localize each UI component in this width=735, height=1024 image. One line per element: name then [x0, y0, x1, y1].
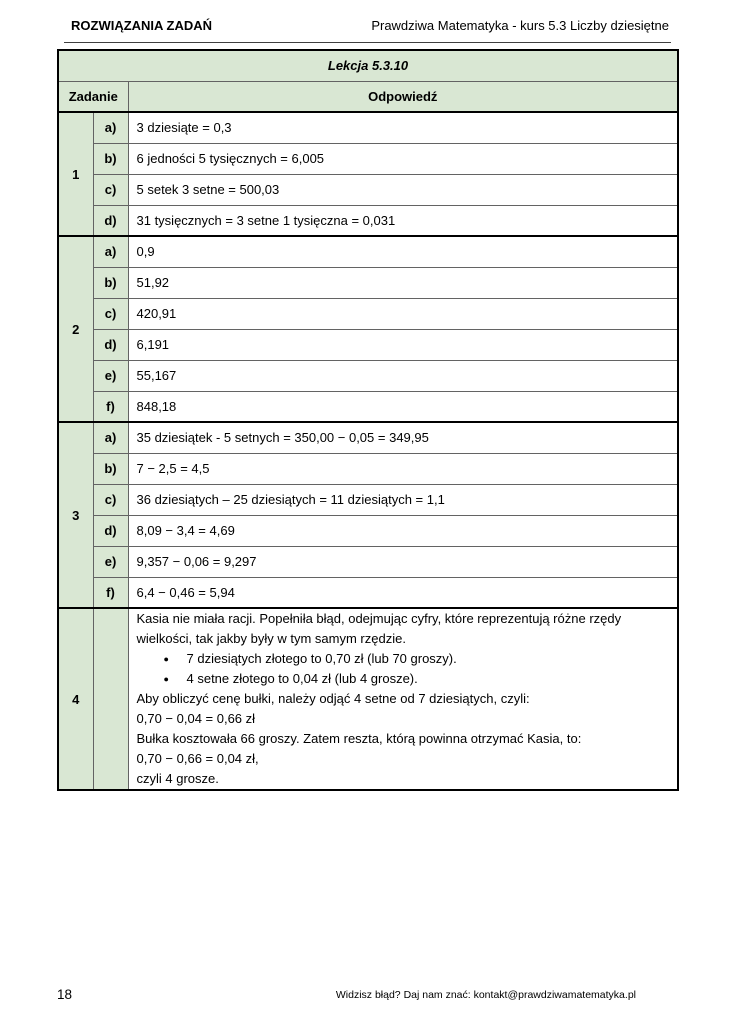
answer-cell: 5 setek 3 setne = 500,03	[128, 174, 678, 205]
text-line	[137, 689, 670, 709]
table-title-row	[58, 50, 678, 81]
column-header-row	[58, 81, 678, 112]
answer-row	[58, 484, 678, 515]
answer-cell: 55,167	[128, 360, 678, 391]
task-number-cell: 1	[58, 112, 93, 236]
bullet-line	[137, 649, 670, 669]
answer-row	[58, 422, 678, 453]
answer-text: czyli 4 grosze.	[136, 771, 219, 786]
column-header-task: Zadanie	[58, 81, 128, 112]
page-footer	[57, 987, 678, 1002]
part-letter-cell: f)	[93, 391, 128, 422]
answer-row	[58, 205, 678, 236]
text-line	[137, 769, 670, 789]
answer-text: Aby obliczyć cenę bułki, należy odjąć 4 setne od 7 dziesiątych, czyli:	[136, 691, 530, 706]
answer-text: 7 dziesiątych złotego to 0,70 zł (lub 70 groszy).	[186, 651, 457, 666]
answer-cell: 420,91	[128, 298, 678, 329]
answer-cell: 31 tysięcznych = 3 setne 1 tysięczna = 0,031	[128, 205, 678, 236]
answer-row	[58, 515, 678, 546]
answer-row	[58, 360, 678, 391]
page-number: 18	[57, 987, 73, 1002]
part-letter-cell: c)	[93, 174, 128, 205]
answer-cell: 6 jedności 5 tysięcznych = 6,005	[128, 143, 678, 174]
answer-cell: 36 dziesiątych – 25 dziesiątych = 11 dziesiątych = 1,1	[128, 484, 678, 515]
answer-row	[58, 329, 678, 360]
answer-cell	[128, 608, 678, 790]
answer-text: Bułka kosztowała 66 groszy. Zatem reszta, którą powinna otrzymać Kasia, to:	[136, 731, 582, 746]
header-course-label: Prawdziwa Matematyka - kurs 5.3 Liczby dziesiętne	[371, 18, 669, 33]
answer-cell: 848,18	[128, 391, 678, 422]
part-letter-cell: b)	[93, 143, 128, 174]
answer-row	[58, 577, 678, 608]
part-letter-cell: b)	[93, 267, 128, 298]
answer-row	[58, 112, 678, 143]
task-number-cell: 4	[58, 608, 93, 790]
column-header-answer: Odpowiedź	[128, 81, 678, 112]
answer-cell: 7 − 2,5 = 4,5	[128, 453, 678, 484]
answer-cell: 51,92	[128, 267, 678, 298]
part-letter-cell: b)	[93, 453, 128, 484]
answer-cell: 35 dziesiątek - 5 setnych = 350,00 − 0,05 = 349,95	[128, 422, 678, 453]
header-rule	[64, 42, 671, 43]
answer-row	[58, 174, 678, 205]
part-letter-cell: e)	[93, 546, 128, 577]
answer-text: 0,70 − 0,66 = 0,04 zł,	[136, 751, 259, 766]
text-line	[137, 709, 670, 729]
text-line	[137, 609, 670, 649]
bullet-icon: ●	[163, 654, 169, 664]
part-letter-cell: a)	[93, 112, 128, 143]
answers-table-body	[58, 50, 678, 790]
text-line	[137, 729, 670, 749]
answer-cell: 8,09 − 3,4 = 4,69	[128, 515, 678, 546]
part-letter-cell: d)	[93, 515, 128, 546]
part-letter-cell	[93, 608, 128, 790]
bullet-line	[137, 669, 670, 689]
contact-note: Widzisz błąd? Daj nam znać: kontakt@prawdziwamatematyka.pl	[335, 989, 636, 1001]
part-letter-cell: d)	[93, 205, 128, 236]
task-number-cell: 3	[58, 422, 93, 608]
answer-text: Kasia nie miała racji. Popełniła błąd, odejmując cyfry, które reprezentują różne rzędy wielkości, tak jakby były w tym samym rzędzie.	[136, 611, 622, 646]
answer-text: 0,70 − 0,04 = 0,66 zł	[136, 711, 256, 726]
part-letter-cell: a)	[93, 236, 128, 267]
answer-row	[58, 608, 678, 790]
page-header	[57, 0, 678, 43]
answer-cell: 0,9	[128, 236, 678, 267]
part-letter-cell: c)	[93, 298, 128, 329]
solutions-table	[57, 49, 679, 791]
answer-cell: 6,4 − 0,46 = 5,94	[128, 577, 678, 608]
answer-row	[58, 143, 678, 174]
answer-row	[58, 267, 678, 298]
part-letter-cell: d)	[93, 329, 128, 360]
text-line	[137, 749, 670, 769]
answer-row	[58, 391, 678, 422]
part-letter-cell: c)	[93, 484, 128, 515]
answer-row	[58, 236, 678, 267]
bullet-icon: ●	[163, 674, 169, 684]
header-title: ROZWIĄZANIA ZADAŃ	[71, 18, 213, 33]
part-letter-cell: f)	[93, 577, 128, 608]
answer-row	[58, 298, 678, 329]
task-number-cell: 2	[58, 236, 93, 422]
part-letter-cell: e)	[93, 360, 128, 391]
answer-row	[58, 453, 678, 484]
answer-cell: 9,357 − 0,06 = 9,297	[128, 546, 678, 577]
answer-text: 4 setne złotego to 0,04 zł (lub 4 grosze).	[186, 671, 418, 686]
answer-row	[58, 546, 678, 577]
part-letter-cell: a)	[93, 422, 128, 453]
answer-cell: 6,191	[128, 329, 678, 360]
answer-cell: 3 dziesiąte = 0,3	[128, 112, 678, 143]
table-title: Lekcja 5.3.10	[58, 50, 678, 81]
